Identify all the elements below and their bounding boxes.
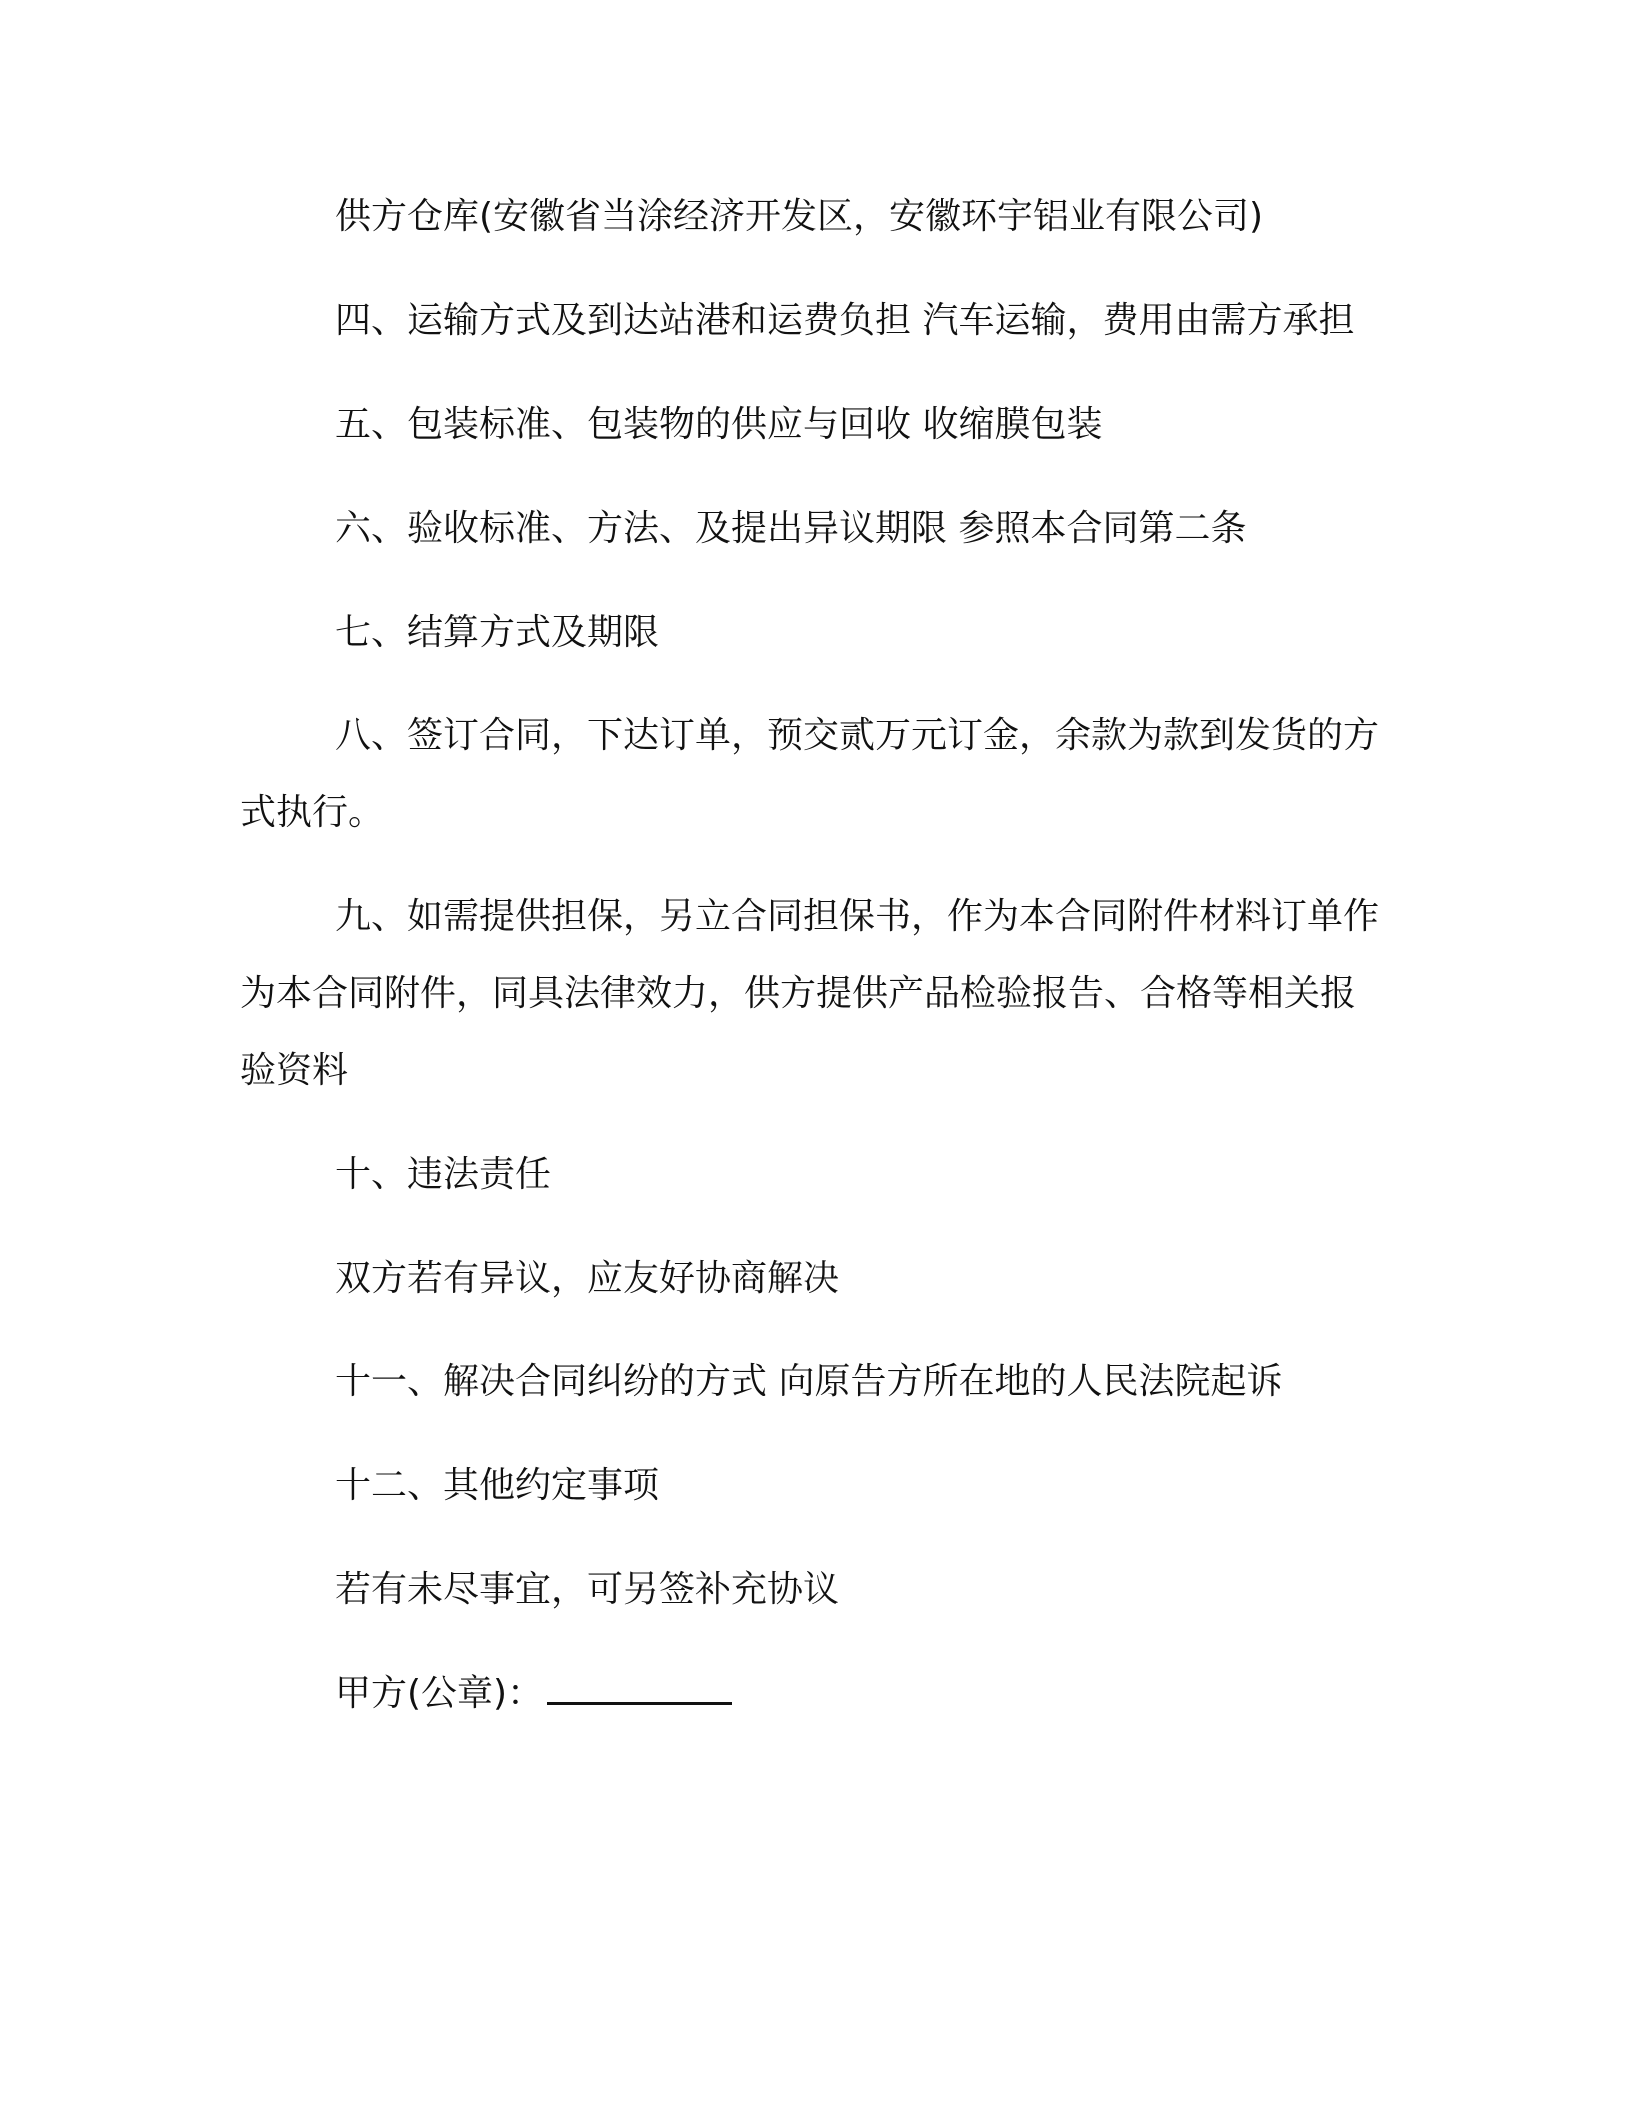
signature-label: 甲方(公章)： xyxy=(335,1673,544,1714)
paragraph-supplier-warehouse: 供方仓库(安徽省当涂经济开发区，安徽环宇铝业有限公司) xyxy=(335,196,1264,237)
paragraph-dispute-resolution: 十一、解决合同纠纷的方式 向原告方所在地的人民法院起诉 xyxy=(335,1361,1283,1402)
paragraph-packaging: 五、包装标准、包装物的供应与回收 收缩膜包装 xyxy=(335,404,1103,445)
paragraph-liability-heading: 十、违法责任 xyxy=(335,1154,552,1195)
paragraph-settlement: 七、结算方式及期限 xyxy=(335,612,660,653)
paragraph-supplementary: 若有未尽事宜，可另签补充协议 xyxy=(335,1569,840,1610)
signature-line-party-a xyxy=(335,1655,1505,1732)
paragraph-guarantee: 九、如需提供担保，另立合同担保书，作为本合同附件材料订单作为本合同附件，同具法律效力，供方提供产品检验报告、合格等相关报验资料 xyxy=(240,896,1380,1091)
paragraph-dispute-negotiation: 双方若有异议，应友好协商解决 xyxy=(335,1258,840,1299)
paragraph-contract-signing: 八、签订合同，下达订单，预交贰万元订金，余款为款到发货的方式执行。 xyxy=(240,715,1380,833)
paragraph-acceptance: 六、验收标准、方法、及提出异议期限 参照本合同第二条 xyxy=(335,508,1247,549)
signature-blank xyxy=(547,1672,732,1705)
paragraph-other-matters: 十二、其他约定事项 xyxy=(335,1465,660,1506)
paragraph-transport: 四、运输方式及到达站港和运费负担 汽车运输，费用由需方承担 xyxy=(335,300,1355,341)
